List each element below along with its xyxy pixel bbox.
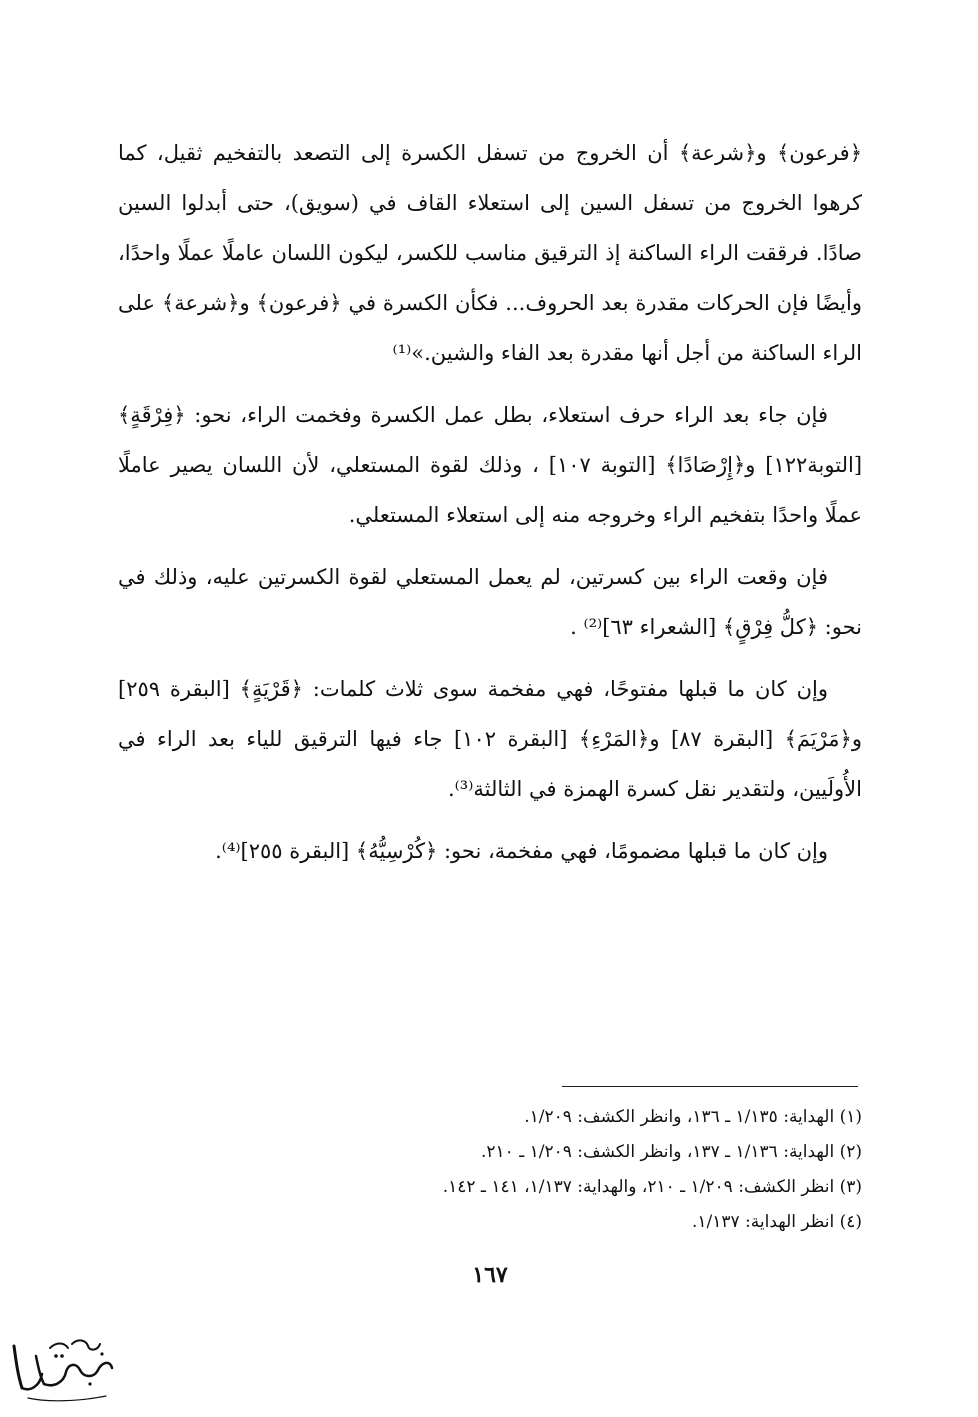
- paragraph-2: فإن جاء بعد الراء حرف استعلاء، بطل عمل الكسرة وفخمت الراء، نحو: ﴿فِرْقَةٍ﴾ [التوبة١٢٢] و﴿إِرْصَادًا﴾ [التوبة ١٠٧] ، وذلك لقوة المستعلي، لأن اللسان يصير عاملًا عملًا واحدًا بتفخيم الراء وخروجه منه إلى استعلاء المستعلي.: [118, 403, 863, 527]
- footnote-4: (٤) انظر الهداية: ١/١٣٧.: [691, 1212, 862, 1232]
- footnote-2: (٢) الهداية: ١/١٣٦ ـ ١٣٧، وانظر الكشف: ١/٢٠٩ ـ ٢١٠.: [480, 1142, 862, 1162]
- paragraph-4: وإن كان ما قبلها مفتوحًا، فهي مفخمة سوى ثلاث كلمات: ﴿قَرْيَةٍ﴾ [البقرة ٢٥٩] و﴿مَرْيَمَ﴾ [البقرة ٨٧] و﴿المَرْءِ﴾ [البقرة ١٠٢] جاء فيها الترقيق للياء بعد الراء في الأُولَيين، ولتقدير نقل كسرة الهمزة في الثالثة⁽³⁾.: [118, 677, 862, 801]
- paragraph-3: فإن وقعت الراء بين كسرتين، لم يعمل المستعلي لقوة الكسرتين عليه، وذلك في نحو: ﴿كلُّ فِرْقٍ﴾ [الشعراء ٦٣]⁽²⁾ .: [118, 565, 862, 639]
- main-text: [118, 128, 862, 888]
- page-number: ١٦٧: [472, 1262, 508, 1288]
- paragraph-1: ﴿فرعون﴾ و﴿شرعة﴾ أن الخروج من تسفل الكسرة إلى التصعد بالتفخيم ثقيل، كما كرهوا الخروج من تسفل السين إلى استعلاء القاف في (سويق)، حتى أبدلوا السين صادًا. فرققت الراء الساكنة إذ الترقيق مناسب للكسر، ليكون اللسان عاملًا عملًا واحدًا، وأيضًا فإن الحركات مقدرة بعد الحروف... فكأن الكسرة في ﴿فرعون﴾ و﴿شرعة﴾ على الراء الساكنة من أجل أنها مقدرة بعد الفاء والشين.»⁽¹⁾: [118, 141, 863, 365]
- footnote-1: (١) الهداية: ١/١٣٥ ـ ١٣٦، وانظر الكشف: ١/٢٠٩.: [524, 1107, 862, 1127]
- footnotes: [130, 1100, 862, 1240]
- footnote-3: (٣) انظر الكشف: ١/٢٠٩ ـ ٢١٠، والهداية: ١/١٣٧، ١٤١ ـ ١٤٢.: [442, 1177, 862, 1197]
- calligraphy-logo-icon: [6, 1326, 118, 1406]
- paragraph-5: وإن كان ما قبلها مضمومًا، فهي مفخمة، نحو: ﴿كُرْسِيُّهُ﴾ [البقرة ٢٥٥]⁽⁴⁾.: [215, 839, 828, 863]
- footnote-divider: [562, 1086, 858, 1087]
